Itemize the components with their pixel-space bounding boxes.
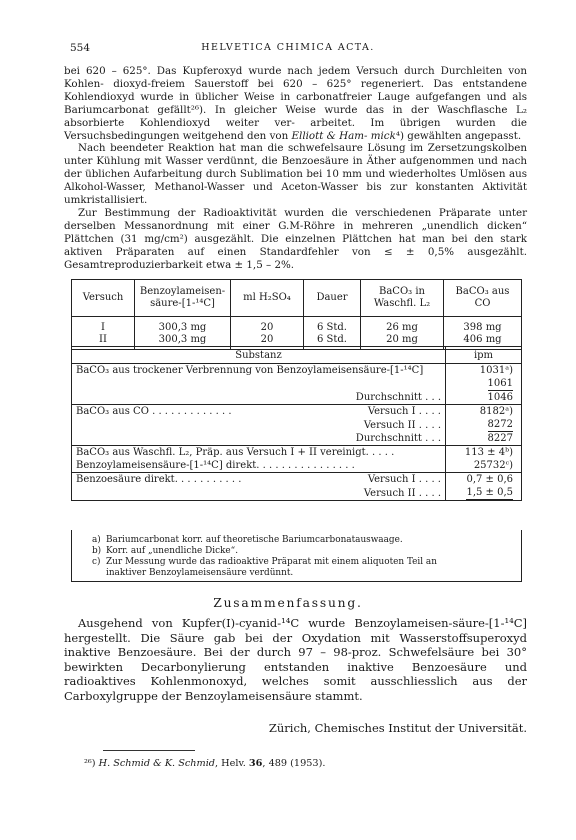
footnote-rule — [103, 750, 195, 751]
col-header-ipm: ipm — [446, 347, 522, 364]
col-header-versuch: Versuch — [72, 280, 135, 317]
page-number: 554 — [70, 42, 91, 54]
table-note-c-cont: inaktiver Benzoylameisensäure verdünnt. — [106, 568, 294, 578]
col-header-h2so4: ml H₂SO₄ — [231, 280, 304, 317]
table-note-c: c) Zur Messung wurde das radioaktive Präparat mit einem aliquoten Teil an — [92, 557, 437, 567]
table-row: 1061 — [72, 377, 522, 391]
table-row: Versuch II . . . . 1,5 ± 0,5 — [72, 486, 522, 501]
table-row: Durchschnitt . . . 8227 — [72, 432, 522, 446]
table-note-b: b) Korr. auf „unendliche Dicke“. — [92, 546, 239, 556]
activity-table — [71, 346, 522, 501]
table-row: Benzoylameisensäure-[1-¹⁴C] direkt. . . . . . . . . . . . . . . . 25732ᶜ) — [72, 459, 522, 473]
paragraph-3: Zur Bestimmung der Radioaktivität wurden die verschiedenen Präparate unter derselben Messanordnung mit einer G.M-Röhre in mehreren „unendlich dicken“ Plättchen (31 mg/cm²) ausgezählt. Die einzelnen Plättchen hat man bei den stark aktiven Präparaten auf einen Standardfehler von ≤ ± 0,5% ausgezählt. Gesamtreproduzierbarkeit etwa ± 1,5 – 2%. — [64, 206, 527, 271]
table-row: BaCO₃ aus Waschfl. L₂, Präp. aus Versuch I + II vereinigt. . . . . 113 ± 4ᵇ) — [72, 446, 522, 460]
table-row: II 300,3 mg 20 6 Std. 20 mg 406 mg — [72, 334, 522, 350]
footnote: ²⁶) H. Schmid & K. Schmid, Helv. 36, 489 (1953). — [84, 758, 326, 769]
summary-text: Ausgehend von Kupfer(I)-cyanid-¹⁴C wurde Benzoylameisen-säure-[1-¹⁴C] hergestellt. Die Säure gab bei der Oxydation mit Wasserstoffsuperoxyd inaktive Benzoesäure. Bei der durch 97 – 98-proz. Schwefelsäure bei 30° bewirkten Decarbonylierung entstanden inaktive Benzoesäure und radioaktives Kohlenmonoxyd, welches somit ausschliesslich aus der Carboxylgruppe der Benzoylameisensäure stammt. — [64, 616, 527, 703]
col-header-substanz: Substanz — [72, 347, 446, 364]
table-row: I 300,3 mg 20 6 Std. 26 mg 398 mg — [72, 317, 522, 335]
affiliation: Zürich, Chemisches Institut der Universität. — [268, 721, 527, 735]
reference-authors: Elliott & Ham- — [291, 129, 368, 142]
experiment-table — [71, 279, 522, 350]
table-row: Benzoesäure direkt. . . . . . . . . . . Versuch I . . . . 0,7 ± 0,6 — [72, 473, 522, 487]
table-row: Versuch II . . . . 8272 — [72, 418, 522, 432]
summary-heading: Zusammenfassung. — [213, 596, 363, 610]
col-header-dauer: Dauer — [304, 280, 361, 317]
table-row: Durchschnitt . . . 1046 — [72, 391, 522, 405]
table-row: BaCO₃ aus trockener Verbrennung von Benzoylameisensäure-[1-¹⁴C] 1031ᵃ) — [72, 364, 522, 378]
paragraph-1: bei 620 – 625°. Das Kupferoxyd wurde nach jedem Versuch durch Durchleiten von Kohlen- dioxyd-freiem Sauerstoff bei 620 – 625° regeneriert. Das entstandene Kohlendioxyd wurde in üblicher Weise in carbonatfreier Lauge aufgefangen und als Bariumcarbonat gefällt²⁶). In gleicher Weise wurde das in der Waschflasche L₂ absorbierte Kohlendioxyd weiter ver- arbeitet. Im übrigen wurden die Versuchsbedingungen weitgehend den von Elliott & Ham- mick⁴) gewählten angepasst. — [64, 65, 528, 142]
paragraph-2: Nach beendeter Reaktion hat man die schwefelsaure Lösung im Zersetzungskolben unter Kühlung mit Wasser verdünnt, die Benzoesäure in Äther aufgenommen und nach der üblichen Aufarbeitung durch Sublimation bei 10 mm und wiederholtes Umlösen aus Alkohol-Wasser, Methanol-Wasser und Aceton-Wasser bis zur konstanten Aktivität umkristallisiert. — [64, 142, 527, 207]
col-header-acid: Benzoylameisen- säure-[1-¹⁴C] — [135, 280, 231, 317]
col-header-baco3-co: BaCO₃ aus CO — [444, 280, 522, 317]
table-header-row — [72, 347, 522, 364]
journal-title: HELVETICA CHIMICA ACTA. — [201, 42, 375, 53]
intro-text — [64, 65, 527, 272]
table-notes — [71, 530, 522, 582]
table-note-a: a) Bariumcarbonat korr. auf theoretische Bariumcarbonatauswaage. — [92, 535, 403, 545]
table-row: BaCO₃ aus CO . . . . . . . . . . . . . Versuch I . . . . 8182ᵃ) — [72, 405, 522, 419]
footnote-authors: H. Schmid & K. Schmid — [98, 758, 215, 769]
col-header-baco3-waschfl: BaCO₃ in Waschfl. L₂ — [361, 280, 444, 317]
